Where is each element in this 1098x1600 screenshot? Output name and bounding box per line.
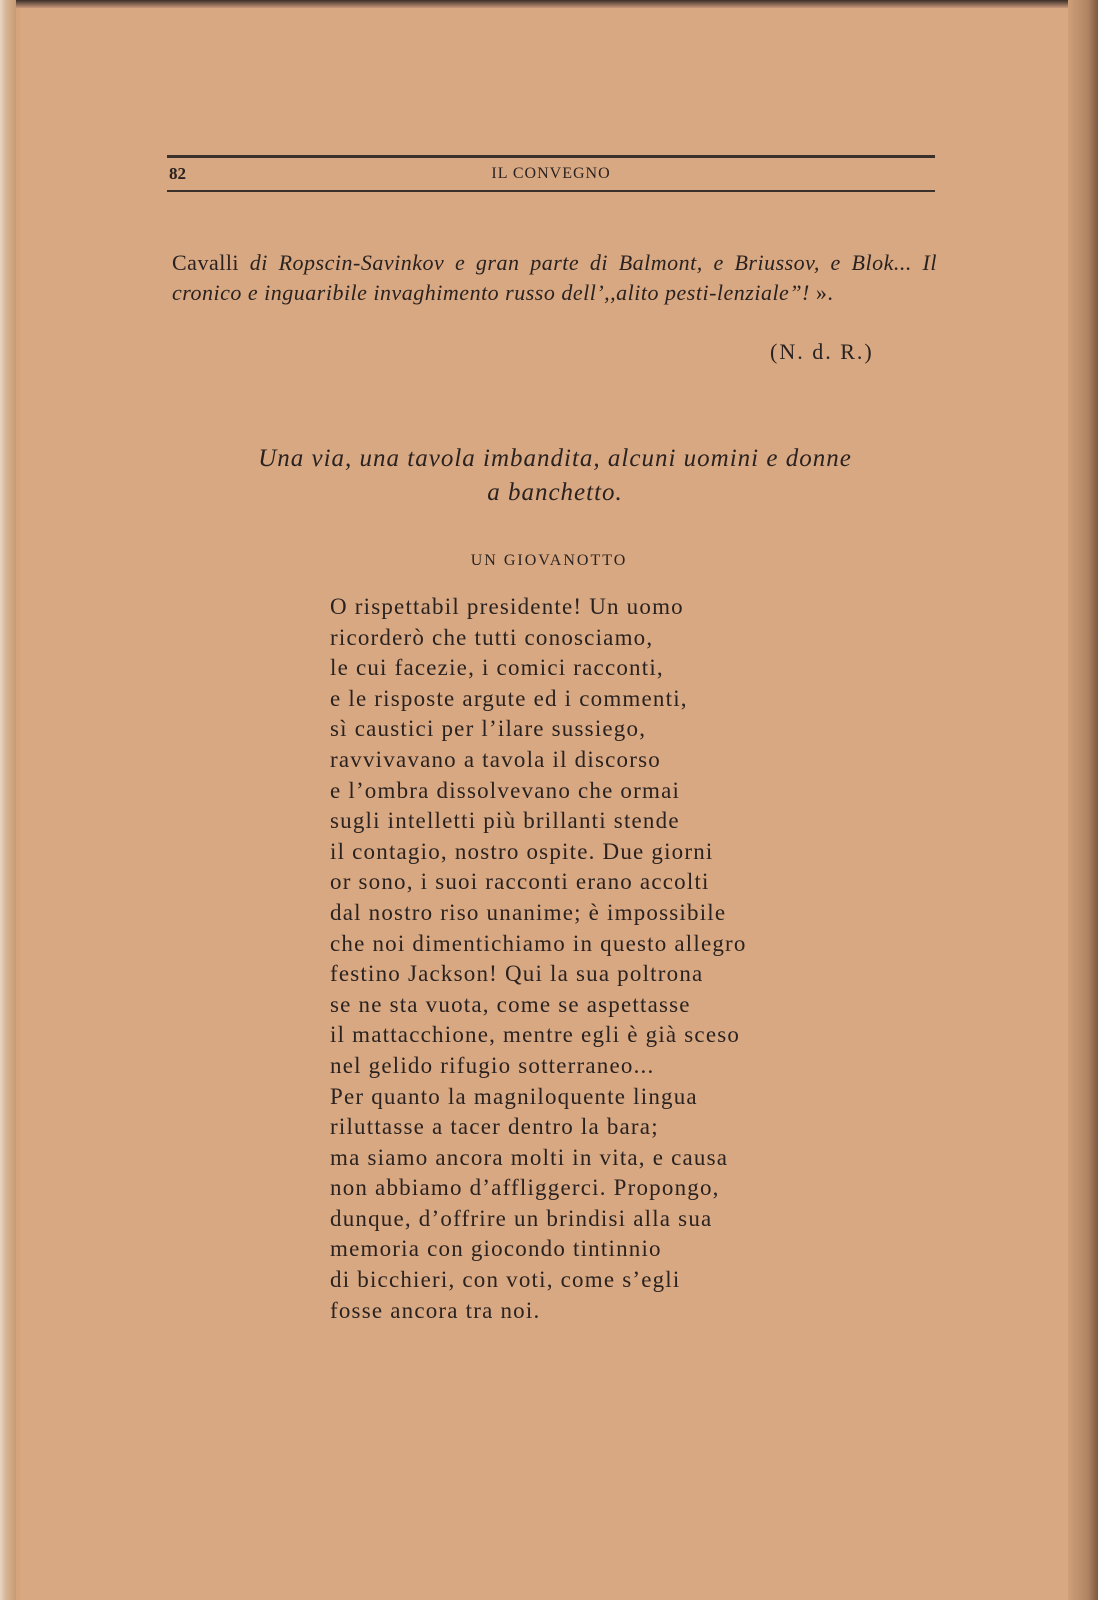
verse-line: Per quanto la magniloquente lingua — [330, 1083, 698, 1109]
verse-line: le cui facezie, i comici racconti, — [330, 655, 664, 681]
verse-line: memoria con giocondo tintinnio — [330, 1236, 662, 1262]
editor-note — [172, 248, 937, 308]
verse-line: e l’ombra dissolvevano che ormai — [330, 777, 681, 803]
note-italic-di: di — [249, 250, 279, 275]
note-roman-start: Cavalli — [172, 250, 250, 275]
verse-block — [330, 592, 850, 1326]
verse-line: il contagio, nostro ospite. Due giorni — [330, 838, 714, 864]
verse-line: ravvivavano a tavola il discorso — [330, 746, 661, 772]
verse-line: sugli intelletti più brillanti stende — [330, 808, 680, 834]
note-italic-body: Ropscin-Savinkov e gran parte di Balmont, e Briussov, e Blok... Il cronico e inguaribile invaghimento russo dell’,,alito pesti-lenziale”! — [172, 250, 937, 305]
book-left-edge — [0, 0, 16, 1600]
book-top-edge — [0, 0, 1098, 8]
verse-line: or sono, i suoi racconti erano accolti — [330, 869, 710, 895]
verse-line: sì caustici per l’ilare sussiego, — [330, 716, 647, 742]
header-rule-bottom — [167, 190, 935, 192]
header-rule-top — [167, 155, 935, 158]
page-number: 82 — [169, 164, 186, 183]
verse-line: ricorderò che tutti conosciamo, — [330, 624, 654, 650]
verse-line: di bicchieri, con voti, come s’egli — [330, 1267, 681, 1293]
verse-line: O rispettabil presidente! Un uomo — [330, 594, 684, 619]
journal-title: IL CONVEGNO — [491, 165, 611, 182]
note-roman-end: ». — [809, 280, 834, 305]
verse-line: festino Jackson! Qui la sua poltrona — [330, 961, 704, 987]
verse-line: il mattacchione, mentre egli è già sceso — [330, 1022, 741, 1048]
verse-line: dunque, d’offrire un brindisi alla sua — [330, 1205, 713, 1231]
stage-direction-line-1: Una via, una tavola imbandita, alcuni uomini e donne — [258, 445, 852, 472]
verse-line: riluttasse a tacer dentro la bara; — [330, 1114, 659, 1140]
verse-line: e le risposte argute ed i commenti, — [330, 685, 688, 711]
verse-line: dal nostro riso unanime; è impossibile — [330, 899, 727, 925]
editor-signature: (N. d. R.) — [770, 339, 874, 364]
verse-line: fosse ancora tra noi. — [330, 1297, 541, 1323]
stage-direction — [205, 442, 905, 510]
verse-line: ma siamo ancora molti in vita, e causa — [330, 1144, 729, 1170]
book-spine-edge — [1068, 0, 1098, 1600]
verse-line: che noi dimentichiamo in questo allegro — [330, 930, 747, 956]
verse-line: se ne sta vuota, come se aspettasse — [330, 991, 691, 1017]
speaker-name — [0, 552, 1098, 570]
speaker-label: UN GIOVANOTTO — [470, 552, 628, 569]
stage-direction-line-2: a banchetto. — [487, 479, 623, 506]
running-head — [167, 155, 935, 193]
verse-line: nel gelido rifugio sotterraneo... — [330, 1052, 655, 1078]
verse-line: non abbiamo d’affliggerci. Propongo, — [330, 1175, 720, 1201]
